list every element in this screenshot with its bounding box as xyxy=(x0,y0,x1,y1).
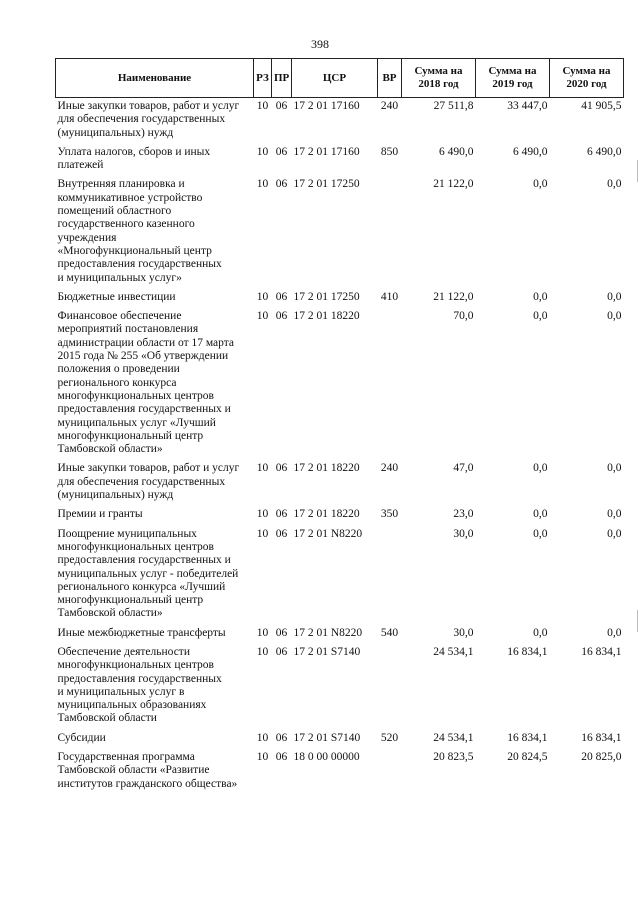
cell-sum-2019: 0,0 xyxy=(533,310,548,323)
table-row xyxy=(56,460,624,506)
cell-csr: 17 2 01 17160 xyxy=(293,145,360,158)
table-body xyxy=(56,98,624,795)
cell-vr xyxy=(378,176,402,288)
table-header-row xyxy=(56,59,624,98)
cell-csr: 18 0 00 00000 xyxy=(293,751,360,764)
cell-sum-2020: 20 825,0 xyxy=(581,751,622,764)
cell-rz: 10 xyxy=(256,100,269,112)
table-row xyxy=(56,625,624,644)
cell-rz: 10 xyxy=(256,462,269,475)
cell-pr: 06 xyxy=(275,145,288,158)
cell-sum-2018: 30,0 xyxy=(453,626,474,639)
cell-csr: 17 2 01 18220 xyxy=(293,462,360,475)
cell-sum-2019: 20 824,5 xyxy=(507,751,548,764)
header-sum-2019: Сумма на 2019 год xyxy=(476,59,550,98)
table-row xyxy=(56,289,624,308)
cell-sum-2020: 0,0 xyxy=(607,178,622,191)
header-rz: РЗ xyxy=(254,59,272,98)
table-row xyxy=(56,526,624,625)
cell-pr: 06 xyxy=(275,731,288,744)
cell-sum-2018: 24 534,1 xyxy=(433,731,474,744)
cell-name: Бюджетные инвестиции xyxy=(57,290,176,303)
cell-vr: 410 xyxy=(380,290,399,303)
cell-csr: 17 2 01 17250 xyxy=(293,290,360,303)
cell-name: Государственная программа Тамбовской области «Развитие институтов гражданского общества» xyxy=(57,751,238,790)
cell-sum-2019: 0,0 xyxy=(533,626,548,639)
cell-name: Поощрение муниципальных многофункциональных центров предоставления государственных и муниципальных услуг - победителей регионального конкурса «Лучший многофункциональный центр Тамбовской области» xyxy=(57,527,239,620)
cell-csr: 17 2 01 N8220 xyxy=(293,626,363,639)
cell-sum-2019: 16 834,1 xyxy=(507,645,548,658)
table-row xyxy=(56,644,624,730)
header-sum-2018: Сумма на 2018 год xyxy=(402,59,476,98)
budget-table xyxy=(55,58,624,795)
cell-rz: 10 xyxy=(256,508,269,521)
cell-vr: 850 xyxy=(380,145,399,158)
cell-sum-2018: 30,0 xyxy=(453,527,474,540)
cell-rz: 10 xyxy=(256,645,269,658)
table-row xyxy=(56,176,624,288)
cell-name: Иные закупки товаров, работ и услуг для обеспечения государственных (муниципальных) нужд xyxy=(57,100,240,139)
cell-sum-2020: 0,0 xyxy=(607,310,622,323)
cell-rz: 10 xyxy=(256,527,269,540)
cell-rz: 10 xyxy=(256,145,269,158)
header-pr: ПР xyxy=(272,59,292,98)
scan-edge-mark xyxy=(637,610,638,632)
cell-sum-2018: 27 511,8 xyxy=(433,100,474,112)
cell-rz: 10 xyxy=(256,751,269,764)
table-row xyxy=(56,506,624,525)
cell-sum-2020: 0,0 xyxy=(607,527,622,540)
page-number: 398 xyxy=(311,37,329,51)
cell-sum-2020: 0,0 xyxy=(607,626,622,639)
cell-name: Уплата налогов, сборов и иных платежей xyxy=(57,145,211,172)
cell-sum-2018: 23,0 xyxy=(453,508,474,521)
cell-sum-2020: 6 490,0 xyxy=(587,145,622,158)
cell-sum-2018: 24 534,1 xyxy=(433,645,474,658)
cell-sum-2020: 0,0 xyxy=(607,462,622,475)
cell-vr: 350 xyxy=(380,508,399,521)
cell-rz: 10 xyxy=(256,290,269,303)
cell-csr: 17 2 01 17160 xyxy=(293,100,360,112)
cell-sum-2020: 16 834,1 xyxy=(581,731,622,744)
cell-name: Субсидии xyxy=(57,731,106,744)
cell-pr: 06 xyxy=(275,508,288,521)
cell-csr: 17 2 01 S7140 xyxy=(293,731,361,744)
cell-sum-2020: 0,0 xyxy=(607,290,622,303)
cell-name: Обеспечение деятельности многофункциональных центров предоставления государственных и муниципальных услуг в муниципальных образованиях Тамбовской области xyxy=(57,645,222,725)
cell-sum-2018: 6 490,0 xyxy=(439,145,474,158)
cell-rz: 10 xyxy=(256,178,269,191)
cell-name: Иные межбюджетные трансферты xyxy=(57,626,226,639)
cell-csr: 17 2 01 18220 xyxy=(293,508,360,521)
cell-pr: 06 xyxy=(275,527,288,540)
cell-pr: 06 xyxy=(275,751,288,764)
table-row xyxy=(56,98,624,144)
cell-name: Финансовое обеспечение мероприятий постановления администрации области от 17 марта 2015 года № 255 «Об утверждении положения о проведении регионального конкурса многофункциональных центров предоставления государственных и муниципальных услуг «Лучший многофункциональный центр Тамбовской области» xyxy=(57,310,235,456)
cell-csr: 17 2 01 17250 xyxy=(293,178,360,191)
cell-vr: 240 xyxy=(380,100,399,112)
cell-vr: 520 xyxy=(380,731,399,744)
table-row xyxy=(56,730,624,749)
cell-sum-2020: 16 834,1 xyxy=(581,645,622,658)
cell-pr: 06 xyxy=(275,462,288,475)
cell-sum-2018: 20 823,5 xyxy=(433,751,474,764)
cell-csr: 17 2 01 18220 xyxy=(293,310,360,323)
table-row xyxy=(56,749,624,795)
header-name: Наименование xyxy=(56,59,254,98)
cell-rz: 10 xyxy=(256,731,269,744)
cell-sum-2018: 21 122,0 xyxy=(433,290,474,303)
cell-name: Иные закупки товаров, работ и услуг для обеспечения государственных (муниципальных) нужд xyxy=(57,462,240,502)
cell-sum-2020: 41 905,5 xyxy=(581,100,622,112)
cell-sum-2019: 0,0 xyxy=(533,290,548,303)
cell-vr: 240 xyxy=(380,462,399,475)
cell-pr: 06 xyxy=(275,310,288,323)
cell-sum-2019: 0,0 xyxy=(533,508,548,521)
cell-vr xyxy=(378,308,402,460)
cell-vr xyxy=(378,526,402,625)
table-row xyxy=(56,308,624,460)
cell-sum-2020: 0,0 xyxy=(607,508,622,521)
cell-sum-2019: 0,0 xyxy=(533,178,548,191)
cell-pr: 06 xyxy=(275,645,288,658)
cell-pr: 06 xyxy=(275,626,288,639)
cell-vr: 540 xyxy=(380,626,399,639)
cell-rz: 10 xyxy=(256,310,269,323)
cell-csr: 17 2 01 N8220 xyxy=(293,527,363,540)
cell-pr: 06 xyxy=(275,100,288,112)
cell-pr: 06 xyxy=(275,178,288,191)
cell-vr xyxy=(378,644,402,730)
table-row xyxy=(56,144,624,177)
cell-name: Внутренняя планировка и коммуникативное устройство помещений областного государственного казенного учреждения «Многофункциональный центр предоставления государственных и муниципальных услуг» xyxy=(57,178,222,284)
cell-vr xyxy=(378,749,402,795)
header-vr: ВР xyxy=(378,59,402,98)
cell-csr: 17 2 01 S7140 xyxy=(293,645,361,658)
scan-edge-mark xyxy=(637,160,638,182)
cell-sum-2019: 0,0 xyxy=(533,462,548,475)
cell-sum-2019: 33 447,0 xyxy=(507,100,548,112)
cell-sum-2019: 16 834,1 xyxy=(507,731,548,744)
cell-pr: 06 xyxy=(275,290,288,303)
cell-sum-2018: 70,0 xyxy=(453,310,474,323)
cell-name: Премии и гранты xyxy=(57,508,143,521)
cell-sum-2018: 21 122,0 xyxy=(433,178,474,191)
header-csr: ЦСР xyxy=(292,59,378,98)
header-sum-2020: Сумма на 2020 год xyxy=(550,59,624,98)
cell-sum-2019: 6 490,0 xyxy=(513,145,548,158)
cell-sum-2018: 47,0 xyxy=(453,462,474,475)
cell-rz: 10 xyxy=(256,626,269,639)
cell-sum-2019: 0,0 xyxy=(533,527,548,540)
